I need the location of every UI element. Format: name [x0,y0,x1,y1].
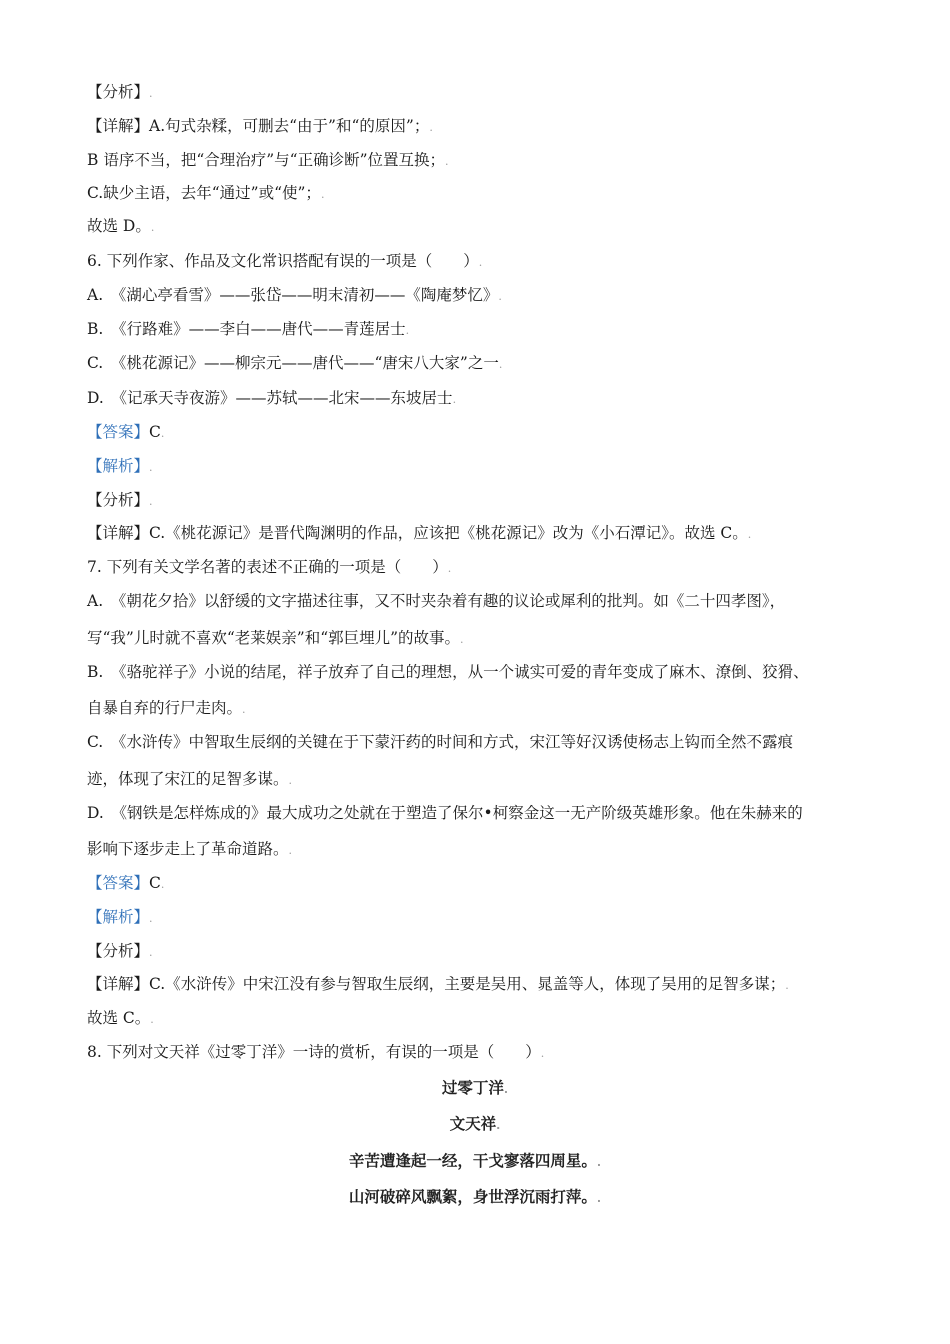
question-6: 6. 下列作家、作品及文化常识搭配有误的一项是（ ）. [87,252,483,270]
text-line: C.缺少主语，去年“通过”或“使”；. [87,184,325,202]
text-line: 影响下逐步走上了革命道路。. [87,840,293,858]
option-a: A. 《朝花夕拾》以舒缓的文字描述往事，又不时夹杂着有趣的议论或犀利的批判。如《二十四孝图》， [87,592,786,610]
analysis-label: 【解析】. [87,457,153,475]
option-c: C. 《水浒传》中智取生辰纲的关键在于下蒙汗药的时间和方式，宋江等好汉诱使杨志上钩而全然不露痕 [87,733,793,751]
analysis-label: 【解析】. [87,908,153,926]
poem-line: 辛苦遭逢起一经，干戈寥落四周星。. [348,1152,602,1170]
text-line: 【详解】A.句式杂糅，可删去“由于”和“的原因”；. [87,117,433,135]
answer-line: 【答案】C. [87,423,165,441]
text-line: 【分析】. [87,83,153,101]
option-d: D. 《记承天寺夜游》——苏轼——北宋——东坡居士. [87,389,457,407]
text-line: 自暴自弃的行尸走肉。. [87,699,246,717]
option-d: D. 《钢铁是怎样炼成的》最大成功之处就在于塑造了保尔•柯察金这一无产阶级英雄形象。他在朱赫来的 [87,804,803,822]
text-line: 【分析】. [87,942,153,960]
text-line: 【分析】. [87,491,153,509]
option-b: B. 《骆驼祥子》小说的结尾，祥子放弃了自己的理想，从一个诚实可爱的青年变成了麻木、潦倒、狡猾、 [87,663,809,681]
text-line: 写“我”儿时就不喜欢“老莱娱亲”和“郭巨埋儿”的故事。. [87,629,464,647]
text-line: B 语序不当，把“合理治疗”与“正确诊断”位置互换；. [87,151,449,169]
answer-line: 【答案】C. [87,874,165,892]
poem-line: 山河破碎风飘絮，身世浮沉雨打萍。. [348,1188,602,1206]
option-a: A. 《湖心亭看雪》——张岱——明末清初——《陶庵梦忆》. [87,286,502,304]
text-line: 【详解】C.《桃花源记》是晋代陶渊明的作品，应该把《桃花源记》改为《小石潭记》。故选 C。. [87,524,752,542]
text-line: 故选 C。. [87,1009,154,1027]
text-line: 迹，体现了宋江的足智多谋。. [87,770,293,788]
option-b: B. 《行路难》——李白——唐代——青莲居士. [87,320,410,338]
option-c: C. 《桃花源记》——柳宗元——唐代——“唐宋八大家”之一. [87,354,503,372]
poem-author: 文天祥. [449,1115,501,1133]
text-line: 故选 D。. [87,217,155,235]
poem-title: 过零丁洋. [441,1079,509,1097]
question-7: 7. 下列有关文学名著的表述不正确的一项是（ ）. [87,558,452,576]
text-line: 【详解】C.《水浒传》中宋江没有参与智取生辰纲，主要是吴用、晁盖等人，体现了吴用的足智多谋；. [87,975,789,993]
question-8: 8. 下列对文天祥《过零丁洋》一诗的赏析，有误的一项是（ ）. [87,1043,545,1061]
